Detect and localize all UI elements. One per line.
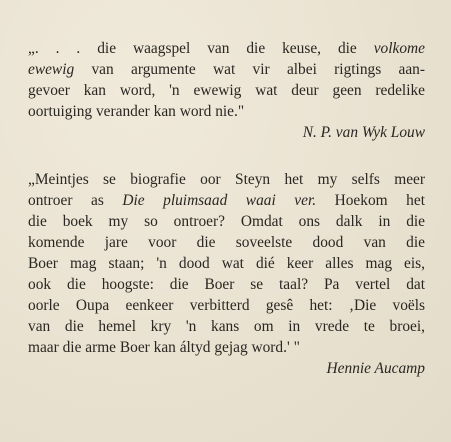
quote-line [28, 295, 425, 316]
quote-line [28, 253, 425, 274]
quote-line [28, 80, 425, 101]
quote-line [28, 190, 425, 211]
quote-line [28, 211, 425, 232]
text-run: maar die arme Boer kan áltyd gejag word.' " [28, 339, 300, 356]
attribution-aucamp: Hennie Aucamp [326, 360, 425, 377]
text-run: die boek my so ontroer? Omdat ons dalk in die [28, 213, 425, 230]
quote-aucamp [28, 169, 425, 358]
quote-line [28, 169, 425, 190]
text-run: komende jare voor die soveelste dood van die [28, 234, 425, 251]
quote-line [28, 274, 425, 295]
text-run: oortuiging verander kan word nie." [28, 103, 245, 120]
text-run: gevoer kan word, 'n ewewig wat deur geen redelike [28, 82, 425, 99]
italic-text: ewewig [28, 61, 75, 78]
text-run: van argumente wat vir albei rigtings aan- [74, 61, 425, 78]
text-run: ontroer as [28, 192, 123, 209]
text-run: oorle Oupa eenkeer verbitterd gesê het: ‚Die voëls [28, 297, 425, 314]
quote-louw [28, 38, 425, 122]
quote-line [28, 232, 425, 253]
text-run: „. . . die waagspel van die keuse, die [28, 40, 374, 57]
quote-line [28, 316, 425, 337]
attribution-louw: N. P. van Wyk Louw [302, 124, 425, 141]
italic-text: volkome [373, 40, 425, 57]
text-run: Hoekom het [316, 192, 425, 209]
text-run: van die hemel kry 'n kans om in vrede te broei, [28, 318, 425, 335]
italic-text: Die pluimsaad waai ver. [122, 192, 317, 209]
text-run: ook die hoogste: die Boer se taal? Pa vertel dat [28, 276, 425, 293]
quote-line [28, 38, 425, 59]
quote-line [28, 101, 425, 122]
quote-line [28, 59, 425, 80]
text-run: „Meintjes se biografie oor Steyn het my selfs meer [28, 171, 425, 188]
quote-line [28, 337, 425, 358]
text-run: Boer mag staan; 'n dood wat dié keer alles mag eis, [28, 255, 425, 272]
